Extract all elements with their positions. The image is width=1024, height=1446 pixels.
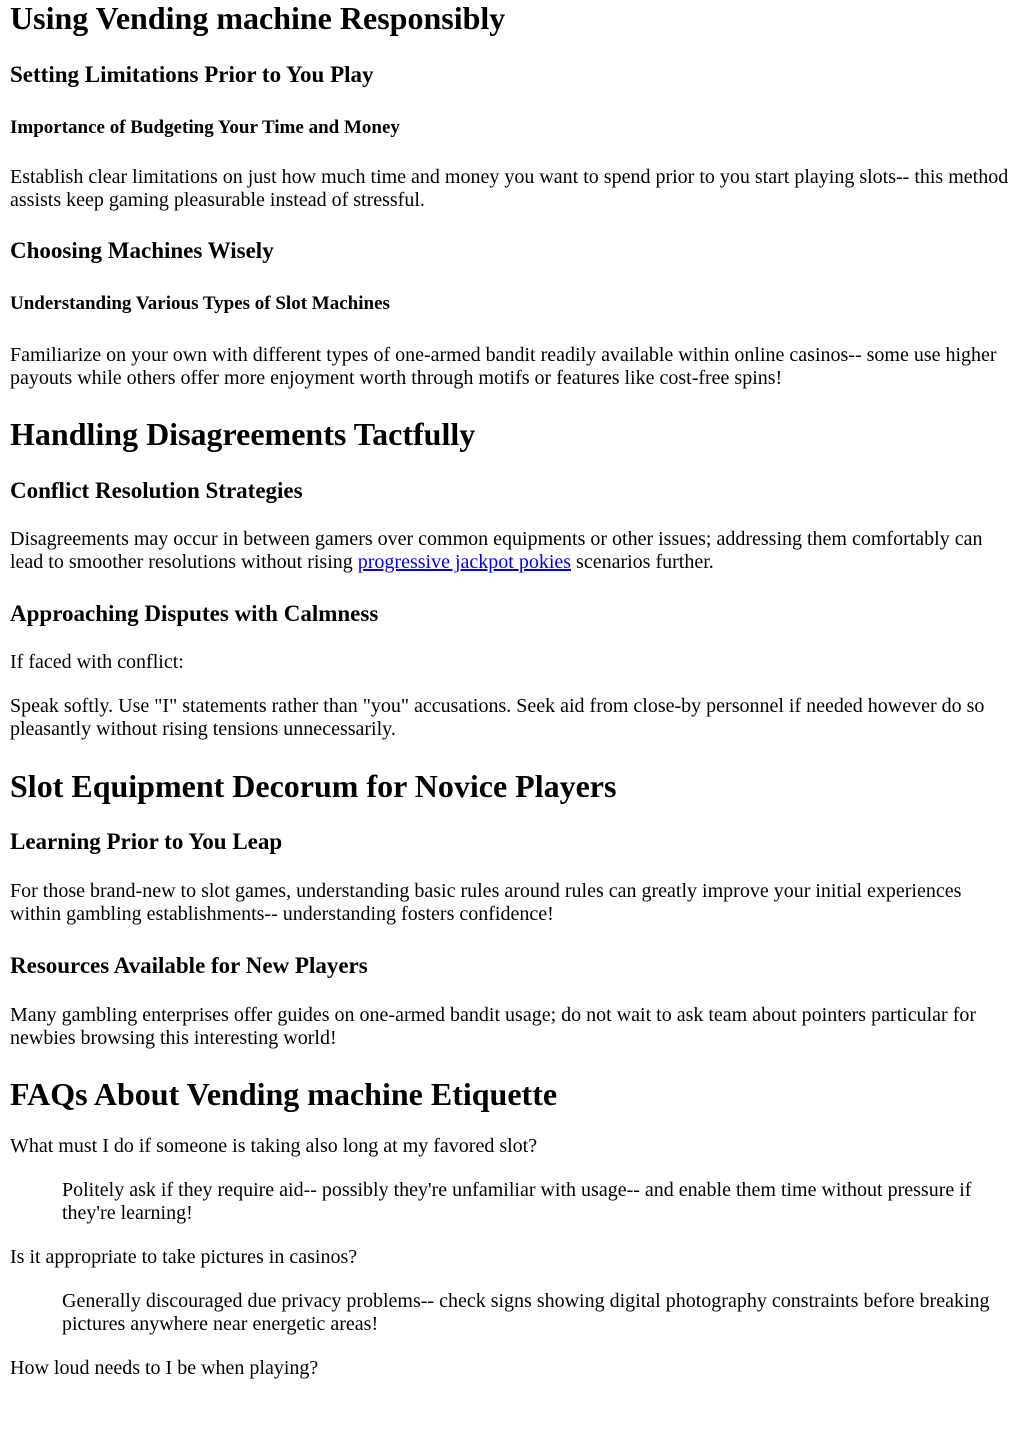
subheading: Learning Prior to You Leap <box>10 829 283 854</box>
section-heading: Slot Equipment Decorum for Novice Players <box>10 768 617 804</box>
paragraph: Establish clear limitations on just how much time and money you want to spend prior to you start playing slots-- this method assists keep gaming pleasurable instead of stressful. <box>10 166 1009 211</box>
faq-question: Is it appropriate to take pictures in casinos? <box>10 1246 358 1268</box>
text: Disagreements may occur in between gamers over common equipments or other issues; addressing them comfortably can lead to smoother resolutions without rising <box>10 528 983 573</box>
subheading: Conflict Resolution Strategies <box>10 478 303 503</box>
section-heading: Using Vending machine Responsibly <box>10 0 506 36</box>
paragraph: If faced with conflict: <box>10 651 184 673</box>
subheading: Resources Available for New Players <box>10 953 368 978</box>
progressive-jackpot-pokies-link[interactable]: progressive jackpot pokies <box>357 551 572 573</box>
minor-heading: Understanding Various Types of Slot Machines <box>10 293 390 314</box>
faq-answer: Generally discouraged due privacy problems-- check signs showing digital photography constraints before breaking pictures anywhere near energetic areas! <box>62 1290 990 1335</box>
paragraph <box>10 528 1016 574</box>
subheading: Setting Limitations Prior to You Play <box>10 62 374 87</box>
faq-answer: Politely ask if they require aid-- possibly they're unfamiliar with usage-- and enable them time without pressure if they're learning! <box>62 1179 972 1224</box>
faq-heading: FAQs About Vending machine Etiquette <box>10 1076 558 1112</box>
minor-heading: Importance of Budgeting Your Time and Money <box>10 117 400 138</box>
section-heading: Handling Disagreements Tactfully <box>10 416 476 452</box>
faq-question: What must I do if someone is taking also long at my favored slot? <box>10 1135 538 1157</box>
text: scenarios further. <box>571 551 714 573</box>
faq-question: How loud needs to I be when playing? <box>10 1357 319 1379</box>
paragraph: Familiarize on your own with different types of one-armed bandit readily available within online casinos-- some use higher payouts while others offer more enjoyment worth through motifs or features like cost-free spins! <box>10 344 997 389</box>
paragraph: For those brand-new to slot games, understanding basic rules around rules can greatly improve your initial experiences within gambling establishments-- understanding fosters confidence! <box>10 880 962 925</box>
paragraph: Many gambling enterprises offer guides on one-armed bandit usage; do not wait to ask team about pointers particular for newbies browsing this interesting world! <box>10 1004 977 1049</box>
paragraph: Speak softly. Use "I" statements rather than "you" accusations. Seek aid from close-by personnel if needed however do so pleasantly without rising tensions unnecessarily. <box>10 695 985 740</box>
subheading: Choosing Machines Wisely <box>10 238 274 263</box>
subheading: Approaching Disputes with Calmness <box>10 601 379 626</box>
